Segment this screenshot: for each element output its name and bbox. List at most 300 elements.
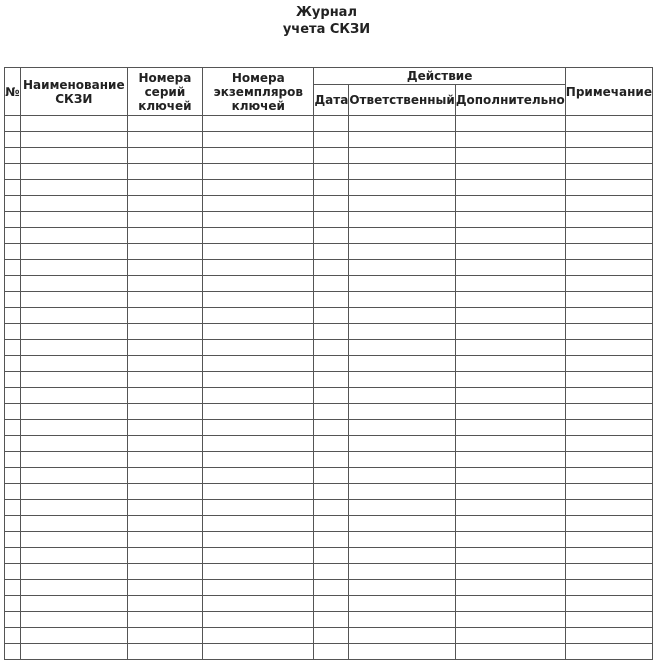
responsible-cell bbox=[349, 436, 456, 452]
header-key-series: Номера серий ключей bbox=[127, 68, 202, 116]
skzi-name-cell bbox=[20, 372, 127, 388]
number-cell bbox=[5, 436, 21, 452]
date-cell bbox=[314, 644, 349, 660]
responsible-cell bbox=[349, 196, 456, 212]
skzi-name-cell bbox=[20, 452, 127, 468]
number-cell bbox=[5, 276, 21, 292]
table-row bbox=[5, 500, 653, 516]
responsible-cell bbox=[349, 532, 456, 548]
date-cell bbox=[314, 420, 349, 436]
note-cell bbox=[565, 644, 652, 660]
additional-cell bbox=[455, 548, 565, 564]
note-cell bbox=[565, 276, 652, 292]
table-row bbox=[5, 132, 653, 148]
additional-cell bbox=[455, 452, 565, 468]
key-series-cell bbox=[127, 324, 202, 340]
responsible-cell bbox=[349, 340, 456, 356]
skzi-name-cell bbox=[20, 116, 127, 132]
key-series-cell bbox=[127, 564, 202, 580]
skzi-name-cell bbox=[20, 388, 127, 404]
date-cell bbox=[314, 196, 349, 212]
log-table-body bbox=[5, 116, 653, 660]
skzi-name-cell bbox=[20, 484, 127, 500]
additional-cell bbox=[455, 580, 565, 596]
key-series-cell bbox=[127, 532, 202, 548]
responsible-cell bbox=[349, 228, 456, 244]
note-cell bbox=[565, 196, 652, 212]
note-cell bbox=[565, 388, 652, 404]
key-series-cell bbox=[127, 500, 202, 516]
key-copies-cell bbox=[203, 164, 314, 180]
date-cell bbox=[314, 340, 349, 356]
responsible-cell bbox=[349, 612, 456, 628]
date-cell bbox=[314, 356, 349, 372]
number-cell bbox=[5, 164, 21, 180]
table-row bbox=[5, 644, 653, 660]
key-series-cell bbox=[127, 484, 202, 500]
number-cell bbox=[5, 148, 21, 164]
note-cell bbox=[565, 132, 652, 148]
date-cell bbox=[314, 324, 349, 340]
key-copies-cell bbox=[203, 420, 314, 436]
number-cell bbox=[5, 596, 21, 612]
additional-cell bbox=[455, 612, 565, 628]
key-copies-cell bbox=[203, 308, 314, 324]
skzi-name-cell bbox=[20, 628, 127, 644]
responsible-cell bbox=[349, 596, 456, 612]
number-cell bbox=[5, 404, 21, 420]
additional-cell bbox=[455, 564, 565, 580]
header-responsible: Ответственный bbox=[349, 85, 456, 116]
additional-cell bbox=[455, 596, 565, 612]
key-series-cell bbox=[127, 372, 202, 388]
number-cell bbox=[5, 452, 21, 468]
key-copies-cell bbox=[203, 372, 314, 388]
note-cell bbox=[565, 164, 652, 180]
key-copies-cell bbox=[203, 356, 314, 372]
note-cell bbox=[565, 420, 652, 436]
skzi-name-cell bbox=[20, 308, 127, 324]
responsible-cell bbox=[349, 548, 456, 564]
responsible-cell bbox=[349, 164, 456, 180]
table-row bbox=[5, 148, 653, 164]
title-line-2: учета СКЗИ bbox=[282, 22, 371, 37]
key-copies-cell bbox=[203, 228, 314, 244]
number-cell bbox=[5, 132, 21, 148]
date-cell bbox=[314, 404, 349, 420]
skzi-name-cell bbox=[20, 612, 127, 628]
date-cell bbox=[314, 132, 349, 148]
key-copies-cell bbox=[203, 628, 314, 644]
number-cell bbox=[5, 228, 21, 244]
key-copies-cell bbox=[203, 132, 314, 148]
table-row bbox=[5, 548, 653, 564]
key-copies-cell bbox=[203, 484, 314, 500]
number-cell bbox=[5, 260, 21, 276]
additional-cell bbox=[455, 292, 565, 308]
note-cell bbox=[565, 228, 652, 244]
table-row bbox=[5, 516, 653, 532]
key-copies-cell bbox=[203, 260, 314, 276]
skzi-name-cell bbox=[20, 164, 127, 180]
key-series-cell bbox=[127, 276, 202, 292]
table-row bbox=[5, 324, 653, 340]
table-row bbox=[5, 468, 653, 484]
additional-cell bbox=[455, 260, 565, 276]
date-cell bbox=[314, 260, 349, 276]
date-cell bbox=[314, 436, 349, 452]
number-cell bbox=[5, 340, 21, 356]
skzi-name-cell bbox=[20, 564, 127, 580]
responsible-cell bbox=[349, 484, 456, 500]
responsible-cell bbox=[349, 276, 456, 292]
skzi-name-cell bbox=[20, 244, 127, 260]
note-cell bbox=[565, 404, 652, 420]
skzi-name-cell bbox=[20, 196, 127, 212]
key-series-cell bbox=[127, 628, 202, 644]
responsible-cell bbox=[349, 644, 456, 660]
key-series-cell bbox=[127, 596, 202, 612]
number-cell bbox=[5, 372, 21, 388]
document-title bbox=[0, 4, 653, 38]
additional-cell bbox=[455, 212, 565, 228]
number-cell bbox=[5, 644, 21, 660]
responsible-cell bbox=[349, 292, 456, 308]
responsible-cell bbox=[349, 116, 456, 132]
additional-cell bbox=[455, 532, 565, 548]
additional-cell bbox=[455, 500, 565, 516]
note-cell bbox=[565, 548, 652, 564]
note-cell bbox=[565, 116, 652, 132]
number-cell bbox=[5, 564, 21, 580]
note-cell bbox=[565, 484, 652, 500]
header-date: Дата bbox=[314, 85, 349, 116]
responsible-cell bbox=[349, 564, 456, 580]
table-row bbox=[5, 388, 653, 404]
header-additional: Дополнительно bbox=[455, 85, 565, 116]
responsible-cell bbox=[349, 420, 456, 436]
responsible-cell bbox=[349, 372, 456, 388]
table-row bbox=[5, 276, 653, 292]
date-cell bbox=[314, 468, 349, 484]
responsible-cell bbox=[349, 308, 456, 324]
number-cell bbox=[5, 388, 21, 404]
additional-cell bbox=[455, 388, 565, 404]
note-cell bbox=[565, 628, 652, 644]
table-row bbox=[5, 404, 653, 420]
date-cell bbox=[314, 452, 349, 468]
additional-cell bbox=[455, 228, 565, 244]
responsible-cell bbox=[349, 500, 456, 516]
date-cell bbox=[314, 180, 349, 196]
table-row bbox=[5, 452, 653, 468]
key-copies-cell bbox=[203, 244, 314, 260]
date-cell bbox=[314, 228, 349, 244]
date-cell bbox=[314, 516, 349, 532]
date-cell bbox=[314, 292, 349, 308]
table-row bbox=[5, 420, 653, 436]
date-cell bbox=[314, 116, 349, 132]
additional-cell bbox=[455, 340, 565, 356]
number-cell bbox=[5, 516, 21, 532]
date-cell bbox=[314, 580, 349, 596]
skzi-name-cell bbox=[20, 260, 127, 276]
key-series-cell bbox=[127, 644, 202, 660]
note-cell bbox=[565, 596, 652, 612]
number-cell bbox=[5, 468, 21, 484]
additional-cell bbox=[455, 628, 565, 644]
date-cell bbox=[314, 212, 349, 228]
table-row bbox=[5, 180, 653, 196]
additional-cell bbox=[455, 180, 565, 196]
additional-cell bbox=[455, 516, 565, 532]
key-series-cell bbox=[127, 260, 202, 276]
skzi-name-cell bbox=[20, 500, 127, 516]
responsible-cell bbox=[349, 388, 456, 404]
note-cell bbox=[565, 564, 652, 580]
key-copies-cell bbox=[203, 148, 314, 164]
note-cell bbox=[565, 500, 652, 516]
key-copies-cell bbox=[203, 276, 314, 292]
skzi-name-cell bbox=[20, 548, 127, 564]
additional-cell bbox=[455, 484, 565, 500]
key-series-cell bbox=[127, 116, 202, 132]
key-series-cell bbox=[127, 452, 202, 468]
additional-cell bbox=[455, 372, 565, 388]
skzi-name-cell bbox=[20, 516, 127, 532]
key-series-cell bbox=[127, 548, 202, 564]
note-cell bbox=[565, 244, 652, 260]
header-number: № bbox=[5, 68, 21, 116]
skzi-name-cell bbox=[20, 340, 127, 356]
skzi-name-cell bbox=[20, 292, 127, 308]
note-cell bbox=[565, 308, 652, 324]
table-row bbox=[5, 532, 653, 548]
key-copies-cell bbox=[203, 404, 314, 420]
table-row bbox=[5, 116, 653, 132]
note-cell bbox=[565, 356, 652, 372]
key-copies-cell bbox=[203, 388, 314, 404]
additional-cell bbox=[455, 196, 565, 212]
number-cell bbox=[5, 212, 21, 228]
date-cell bbox=[314, 612, 349, 628]
note-cell bbox=[565, 292, 652, 308]
note-cell bbox=[565, 532, 652, 548]
header-skzi-name: Наименование СКЗИ bbox=[20, 68, 127, 116]
table-row bbox=[5, 580, 653, 596]
table-row bbox=[5, 260, 653, 276]
additional-cell bbox=[455, 436, 565, 452]
header-note: Примечание bbox=[565, 68, 652, 116]
key-series-cell bbox=[127, 420, 202, 436]
responsible-cell bbox=[349, 132, 456, 148]
responsible-cell bbox=[349, 260, 456, 276]
date-cell bbox=[314, 548, 349, 564]
key-copies-cell bbox=[203, 612, 314, 628]
table-row bbox=[5, 308, 653, 324]
key-series-cell bbox=[127, 436, 202, 452]
number-cell bbox=[5, 500, 21, 516]
key-series-cell bbox=[127, 516, 202, 532]
note-cell bbox=[565, 452, 652, 468]
skzi-name-cell bbox=[20, 436, 127, 452]
date-cell bbox=[314, 276, 349, 292]
responsible-cell bbox=[349, 404, 456, 420]
key-copies-cell bbox=[203, 196, 314, 212]
key-series-cell bbox=[127, 404, 202, 420]
additional-cell bbox=[455, 276, 565, 292]
note-cell bbox=[565, 260, 652, 276]
key-series-cell bbox=[127, 340, 202, 356]
key-copies-cell bbox=[203, 340, 314, 356]
note-cell bbox=[565, 324, 652, 340]
note-cell bbox=[565, 340, 652, 356]
skzi-name-cell bbox=[20, 324, 127, 340]
table-row bbox=[5, 628, 653, 644]
note-cell bbox=[565, 372, 652, 388]
date-cell bbox=[314, 596, 349, 612]
key-series-cell bbox=[127, 148, 202, 164]
number-cell bbox=[5, 292, 21, 308]
additional-cell bbox=[455, 164, 565, 180]
skzi-name-cell bbox=[20, 212, 127, 228]
additional-cell bbox=[455, 244, 565, 260]
date-cell bbox=[314, 564, 349, 580]
date-cell bbox=[314, 308, 349, 324]
key-copies-cell bbox=[203, 468, 314, 484]
responsible-cell bbox=[349, 580, 456, 596]
skzi-name-cell bbox=[20, 228, 127, 244]
number-cell bbox=[5, 532, 21, 548]
responsible-cell bbox=[349, 516, 456, 532]
date-cell bbox=[314, 532, 349, 548]
key-copies-cell bbox=[203, 180, 314, 196]
skzi-name-cell bbox=[20, 580, 127, 596]
additional-cell bbox=[455, 356, 565, 372]
table-row bbox=[5, 340, 653, 356]
skzi-name-cell bbox=[20, 356, 127, 372]
date-cell bbox=[314, 500, 349, 516]
skzi-name-cell bbox=[20, 420, 127, 436]
key-series-cell bbox=[127, 132, 202, 148]
key-copies-cell bbox=[203, 532, 314, 548]
title-line-1: Журнал bbox=[296, 5, 357, 20]
note-cell bbox=[565, 212, 652, 228]
skzi-name-cell bbox=[20, 532, 127, 548]
responsible-cell bbox=[349, 212, 456, 228]
key-series-cell bbox=[127, 580, 202, 596]
number-cell bbox=[5, 196, 21, 212]
additional-cell bbox=[455, 324, 565, 340]
responsible-cell bbox=[349, 452, 456, 468]
skzi-name-cell bbox=[20, 180, 127, 196]
additional-cell bbox=[455, 420, 565, 436]
responsible-cell bbox=[349, 324, 456, 340]
number-cell bbox=[5, 116, 21, 132]
additional-cell bbox=[455, 116, 565, 132]
table-row bbox=[5, 596, 653, 612]
date-cell bbox=[314, 628, 349, 644]
key-copies-cell bbox=[203, 644, 314, 660]
key-copies-cell bbox=[203, 324, 314, 340]
responsible-cell bbox=[349, 148, 456, 164]
note-cell bbox=[565, 516, 652, 532]
note-cell bbox=[565, 468, 652, 484]
key-series-cell bbox=[127, 356, 202, 372]
note-cell bbox=[565, 180, 652, 196]
key-copies-cell bbox=[203, 116, 314, 132]
key-series-cell bbox=[127, 196, 202, 212]
number-cell bbox=[5, 628, 21, 644]
skzi-name-cell bbox=[20, 404, 127, 420]
table-row bbox=[5, 484, 653, 500]
key-copies-cell bbox=[203, 580, 314, 596]
skzi-name-cell bbox=[20, 468, 127, 484]
key-series-cell bbox=[127, 244, 202, 260]
date-cell bbox=[314, 484, 349, 500]
key-series-cell bbox=[127, 612, 202, 628]
skzi-name-cell bbox=[20, 644, 127, 660]
table-row bbox=[5, 564, 653, 580]
skzi-log-table bbox=[4, 67, 653, 660]
date-cell bbox=[314, 148, 349, 164]
responsible-cell bbox=[349, 356, 456, 372]
skzi-name-cell bbox=[20, 596, 127, 612]
key-copies-cell bbox=[203, 436, 314, 452]
number-cell bbox=[5, 484, 21, 500]
header-action: Действие bbox=[314, 68, 565, 85]
responsible-cell bbox=[349, 628, 456, 644]
table-row bbox=[5, 436, 653, 452]
skzi-name-cell bbox=[20, 148, 127, 164]
number-cell bbox=[5, 308, 21, 324]
key-series-cell bbox=[127, 388, 202, 404]
number-cell bbox=[5, 244, 21, 260]
key-series-cell bbox=[127, 308, 202, 324]
key-copies-cell bbox=[203, 452, 314, 468]
additional-cell bbox=[455, 468, 565, 484]
key-copies-cell bbox=[203, 516, 314, 532]
key-copies-cell bbox=[203, 564, 314, 580]
date-cell bbox=[314, 164, 349, 180]
additional-cell bbox=[455, 404, 565, 420]
table-row bbox=[5, 212, 653, 228]
number-cell bbox=[5, 612, 21, 628]
note-cell bbox=[565, 436, 652, 452]
table-row bbox=[5, 372, 653, 388]
number-cell bbox=[5, 356, 21, 372]
key-copies-cell bbox=[203, 212, 314, 228]
table-row bbox=[5, 196, 653, 212]
date-cell bbox=[314, 244, 349, 260]
responsible-cell bbox=[349, 180, 456, 196]
number-cell bbox=[5, 580, 21, 596]
key-copies-cell bbox=[203, 548, 314, 564]
key-series-cell bbox=[127, 228, 202, 244]
key-series-cell bbox=[127, 468, 202, 484]
table-row bbox=[5, 228, 653, 244]
date-cell bbox=[314, 388, 349, 404]
key-series-cell bbox=[127, 180, 202, 196]
table-row bbox=[5, 244, 653, 260]
table-row bbox=[5, 356, 653, 372]
table-row bbox=[5, 164, 653, 180]
additional-cell bbox=[455, 644, 565, 660]
skzi-name-cell bbox=[20, 132, 127, 148]
note-cell bbox=[565, 148, 652, 164]
responsible-cell bbox=[349, 468, 456, 484]
number-cell bbox=[5, 548, 21, 564]
